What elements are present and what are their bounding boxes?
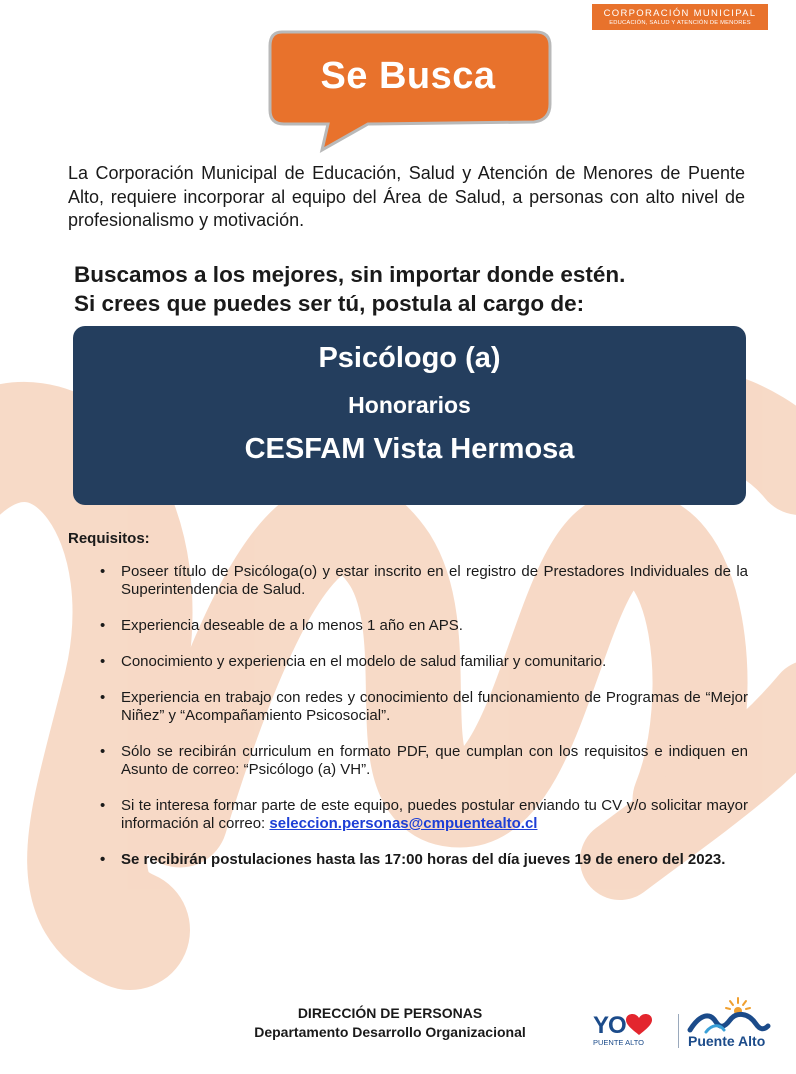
call-line-1: Buscamos a los mejores, sin importar donde estén. bbox=[74, 262, 626, 287]
puente-alto-logo-text: Puente Alto bbox=[688, 1033, 766, 1049]
job-title: Psicólogo (a) bbox=[318, 342, 501, 374]
requirement-text: Poseer título de Psicóloga(o) y estar inscrito en el registro de Prestadores Individuales de la Superintendencia de Salud. bbox=[121, 563, 748, 598]
corporation-badge-subtitle: EDUCACIÓN, SALUD Y ATENCIÓN DE MENORES bbox=[609, 20, 751, 26]
heart-icon bbox=[626, 1014, 652, 1036]
requirement-text: Conocimiento y experiencia en el modelo de salud familiar y comunitario. bbox=[121, 653, 607, 670]
footer-department bbox=[220, 1004, 560, 1042]
job-location: CESFAM Vista Hermosa bbox=[244, 433, 575, 465]
puente-alto-logo bbox=[686, 996, 772, 1054]
yo-logo-text: YO bbox=[593, 1012, 626, 1039]
bullet-icon: • bbox=[100, 851, 106, 868]
headline-se-busca: Se Busca bbox=[320, 55, 496, 97]
corporation-badge bbox=[592, 4, 768, 30]
requirement-text: Experiencia en trabajo con redes y conocimiento del funcionamiento de Programas de “Mejor Niñez” y “Acompañamiento Psicosocial”. bbox=[121, 689, 748, 724]
requirement-item bbox=[100, 689, 748, 725]
bullet-icon: • bbox=[100, 797, 106, 814]
requirement-item bbox=[100, 743, 748, 779]
call-line-2: Si crees que puedes ser tú, postula al cargo de: bbox=[74, 291, 585, 316]
requirements-list bbox=[100, 563, 748, 887]
puente-alto-emblem-icon bbox=[686, 996, 772, 1034]
corporation-badge-title: CORPORACIÓN MUNICIPAL bbox=[603, 8, 757, 19]
footer-line-2: Departamento Desarrollo Organizacional bbox=[254, 1024, 526, 1040]
requirement-text: Sólo se recibirán curriculum en formato PDF, que cumplan con los requisitos e indiquen en Asunto de correo: “Psicólogo (a) VH”. bbox=[121, 743, 748, 778]
bullet-icon: • bbox=[100, 617, 106, 634]
job-position-box bbox=[73, 326, 746, 505]
logo-divider bbox=[678, 1014, 679, 1048]
requirement-item bbox=[100, 617, 748, 635]
yo-puente-alto-logo bbox=[593, 1012, 665, 1052]
intro-paragraph: La Corporación Municipal de Educación, Salud y Atención de Menores de Puente Alto, requiere incorporar al equipo del Área de Salud, a personas con alto nivel de profesionalismo y motivación. bbox=[68, 163, 745, 230]
bullet-icon: • bbox=[100, 689, 106, 706]
bullet-icon: • bbox=[100, 653, 106, 670]
requirement-item bbox=[100, 563, 748, 599]
requirement-item bbox=[100, 653, 748, 671]
yo-logo-subtitle: PUENTE ALTO bbox=[593, 1038, 644, 1047]
requirement-text: Si te interesa formar parte de este equipo, puedes postular enviando tu CV y/o solicitar mayor información al correo: bbox=[121, 797, 748, 832]
call-to-action bbox=[74, 260, 749, 318]
bullet-icon: • bbox=[100, 563, 106, 580]
bullet-icon: • bbox=[100, 743, 106, 760]
email-link[interactable]: seleccion.personas@cmpuentealto.cl bbox=[269, 815, 538, 832]
job-contract-type: Honorarios bbox=[348, 392, 471, 418]
requirement-item bbox=[100, 797, 748, 833]
requirement-text: Experiencia deseable de a lo menos 1 año en APS. bbox=[121, 617, 463, 634]
footer-line-1: DIRECCIÓN DE PERSONAS bbox=[297, 1005, 483, 1021]
deadline-item bbox=[100, 851, 748, 869]
requirements-title: Requisitos: bbox=[68, 530, 150, 547]
deadline-text: Se recibirán postulaciones hasta las 17:00 horas del día jueves 19 de enero del 2023. bbox=[121, 851, 726, 868]
